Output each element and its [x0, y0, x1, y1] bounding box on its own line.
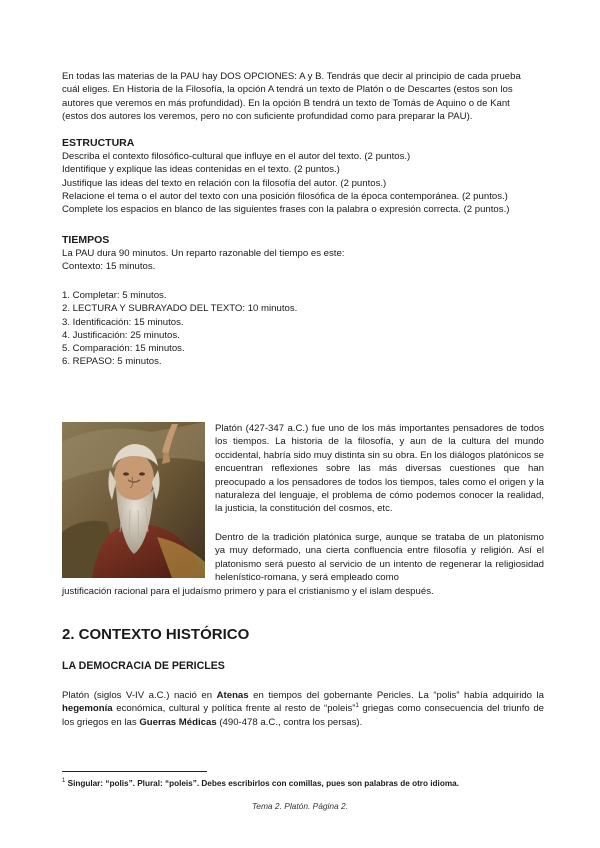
plato-tradition-paragraph-tail: justificación racional para el judaísmo primero y para el cristianismo y el islam después.: [62, 586, 434, 597]
estructura-section: [62, 137, 544, 216]
intro-line: cuál eliges. En Historia de la Filosofía, la opción A tendrá un texto de Platón o de Descartes (estos son los: [62, 84, 513, 96]
list-item: 5. Comparación: 15 minutos.: [62, 343, 185, 355]
context-bold-hegemony: hegemonía: [62, 703, 113, 715]
plato-portrait-illustration: [62, 422, 205, 578]
list-item: 2. LECTURA Y SUBRAYADO DEL TEXTO: 10 minutos.: [62, 303, 298, 315]
context-paragraph: [62, 689, 544, 729]
footnote: [62, 778, 459, 789]
page-footer: Tema 2. Platón. Página 2.: [251, 801, 349, 811]
tiempos-list: [62, 289, 544, 369]
section-title: 2. CONTEXTO HISTÓRICO: [62, 626, 250, 643]
list-item: 1. Completar: 5 minutos.: [62, 290, 167, 301]
estructura-item: Complete los espacios en blanco de las siguientes frases con la palabra o expresión correcta. (2 puntos.): [62, 204, 510, 216]
footnote-number: 1: [62, 778, 66, 784]
context-text: económica, cultural y política frente al resto de “poleis”: [112, 703, 356, 715]
plato-tradition-paragraph: Dentro de la tradición platónica surge, aunque se trataba de un platonismo ya muy deformado, una cierta confluencia entre filosofía y religión. Así el platonismo será puesto al servicio de un intento de regenerar la religiosidad helenístico-romana, y será empleado como: [215, 532, 544, 584]
estructura-item: Identifique y explique las ideas contenidas en el texto. (2 puntos.): [62, 164, 340, 176]
estructura-heading: ESTRUCTURA: [62, 137, 135, 149]
estructura-item: Describa el contexto filosófico-cultural que influye en el autor del texto. (2 puntos.): [62, 151, 411, 162]
section-subtitle: LA DEMOCRACIA DE PERICLES: [62, 660, 225, 672]
estructura-item: Relacione el tema o el autor del texto con una posición filosófica de la época contemporánea. (2 puntos.): [62, 190, 508, 202]
context-bold-medic-wars: Guerras Médicas: [139, 716, 217, 728]
footnote-ref[interactable]: 1: [355, 703, 359, 710]
intro-paragraph: [62, 70, 544, 123]
footnote-text: . Debes escribirlos con comillas, pues son palabras de otro idioma.: [196, 779, 459, 788]
context-bold-athens: Atenas: [216, 690, 249, 701]
footnote-label: Singular:: [65, 779, 106, 788]
plato-portrait-image: [62, 422, 205, 578]
estructura-item: Justifique las ideas del texto en relación con la filosofía del autor. (2 puntos.): [62, 177, 387, 189]
footnote-term: “polis”: [105, 779, 133, 788]
intro-line: autores que veremos en más profundidad). En la opción B tendrá un texto de Tomás de Aquino o de Kant: [62, 97, 510, 109]
tiempos-section: [62, 234, 544, 274]
tiempos-line: La PAU dura 90 minutos. Un reparto razonable del tiempo es este:: [62, 248, 345, 259]
intro-line: En todas las materias de la PAU hay DOS OPCIONES: A y B. Tendrás que decir al principio de cada prueba: [62, 71, 521, 82]
list-item: 6. REPASO: 5 minutos.: [62, 356, 162, 368]
footnote-divider: [62, 771, 207, 772]
tiempos-heading: TIEMPOS: [62, 234, 110, 246]
context-text: (490-478 a.C., contra los persas).: [216, 716, 363, 728]
footnote-label: . Plural:: [132, 779, 165, 788]
tiempos-line: Contexto: 15 minutos.: [62, 261, 156, 273]
context-text: griegas como consecuencia del triunfo de los griegos en las: [62, 703, 544, 728]
footnote-term: “poleis”: [164, 779, 197, 788]
context-text: Platón (siglos V-IV a.C.) nació en: [62, 690, 217, 701]
list-item: 3. Identificación: 15 minutos.: [62, 316, 184, 328]
list-item: 4. Justificación: 25 minutos.: [62, 329, 180, 341]
intro-line: (estos dos autores los veremos, pero no con suficiente profundidad como para preparar la PAU).: [62, 110, 473, 122]
context-text: en tiempos del gobernante Pericles. La “polis” había adquirido la: [248, 690, 544, 701]
plato-bio-paragraph: Platón (427-347 a.C.) fue uno de los más importantes pensadores de todos los tiempos. La historia de la filosofía, y aun de la cultura del mundo occidental, habría sido muy distinta sin su obra. En los diálogos platónicos se encuentran reflexiones sobre las más diversas cuestiones que han preocupado a los pensadores de todos los tiempos, tales como el origen y la naturaleza del lenguaje, el problema de cómo podemos conocer la realidad, la justicia, la constitución del cosmos, etc.: [215, 423, 544, 515]
